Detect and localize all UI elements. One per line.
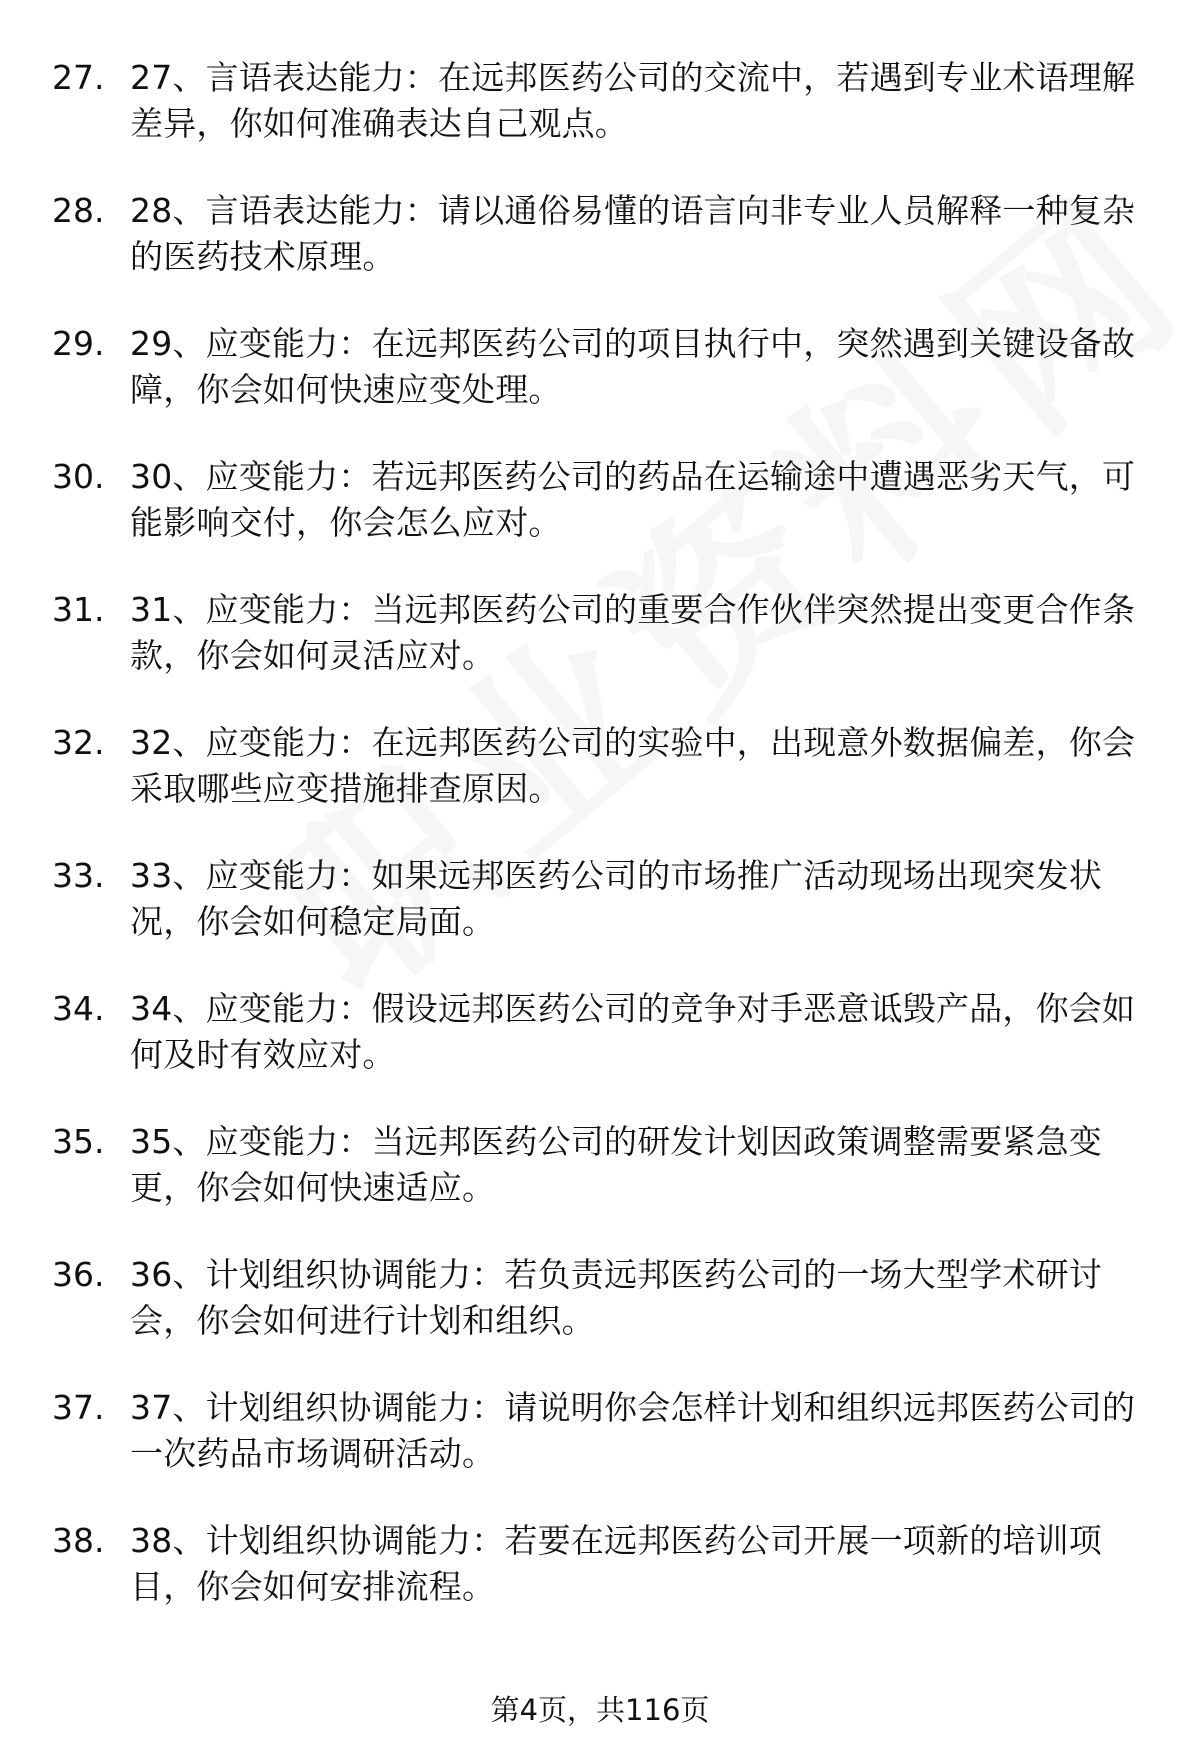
list-item: [52, 986, 1147, 1119]
question-number: 32.: [52, 723, 105, 762]
question-number: 34.: [52, 989, 105, 1028]
question-text: 33、应变能力：如果远邦医药公司的市场推广活动现场出现突发状况，你会如何稳定局面。: [130, 856, 1102, 941]
question-text: 36、计划组织协调能力：若负责远邦医药公司的一场大型学术研讨会，你会如何进行计划和组织。: [130, 1255, 1102, 1340]
question-text: 30、应变能力：若远邦医药公司的药品在运输途中遭遇恶劣天气，可能影响交付，你会怎么应对。: [130, 457, 1136, 542]
question-text: 34、应变能力：假设远邦医药公司的竞争对手恶意诋毁产品，你会如何及时有效应对。: [130, 989, 1136, 1074]
question-number: 37.: [52, 1388, 105, 1427]
list-item: [52, 188, 1147, 321]
question-number: 29.: [52, 324, 105, 363]
list-item: [52, 587, 1147, 720]
list-item: [52, 454, 1147, 587]
question-number: 30.: [52, 457, 105, 496]
list-item: [52, 321, 1147, 454]
list-item: [52, 1252, 1147, 1385]
question-text: 27、言语表达能力：在远邦医药公司的交流中，若遇到专业术语理解差异，你如何准确表达自己观点。: [130, 58, 1136, 143]
question-text: 31、应变能力：当远邦医药公司的重要合作伙伴突然提出变更合作条款，你会如何灵活应对。: [130, 590, 1136, 675]
question-number: 38.: [52, 1521, 105, 1560]
question-text: 37、计划组织协调能力：请说明你会怎样计划和组织远邦医药公司的一次药品市场调研活动。: [130, 1388, 1136, 1473]
question-text: 32、应变能力：在远邦医药公司的实验中，出现意外数据偏差，你会采取哪些应变措施排查原因。: [130, 723, 1136, 808]
list-item: [52, 853, 1147, 986]
list-item: [52, 1518, 1147, 1651]
page-number-label: 第4页，共116页: [490, 1693, 710, 1727]
question-number: 27.: [52, 58, 105, 97]
list-item: [52, 1119, 1147, 1252]
question-text: 28、言语表达能力：请以通俗易懂的语言向非专业人员解释一种复杂的医药技术原理。: [130, 191, 1136, 276]
question-list: [52, 55, 1147, 1651]
question-number: 31.: [52, 590, 105, 629]
question-text: 29、应变能力：在远邦医药公司的项目执行中，突然遇到关键设备故障，你会如何快速应变处理。: [130, 324, 1136, 409]
question-number: 35.: [52, 1122, 105, 1161]
question-number: 36.: [52, 1255, 105, 1294]
question-text: 38、计划组织协调能力：若要在远邦医药公司开展一项新的培训项目，你会如何安排流程。: [130, 1521, 1102, 1606]
list-item: [52, 1385, 1147, 1518]
list-item: [52, 720, 1147, 853]
question-text: 35、应变能力：当远邦医药公司的研发计划因政策调整需要紧急变更，你会如何快速适应。: [130, 1122, 1102, 1207]
page-footer: [0, 1690, 1200, 1730]
question-number: 33.: [52, 856, 105, 895]
question-number: 28.: [52, 191, 105, 230]
list-item: [52, 55, 1147, 188]
